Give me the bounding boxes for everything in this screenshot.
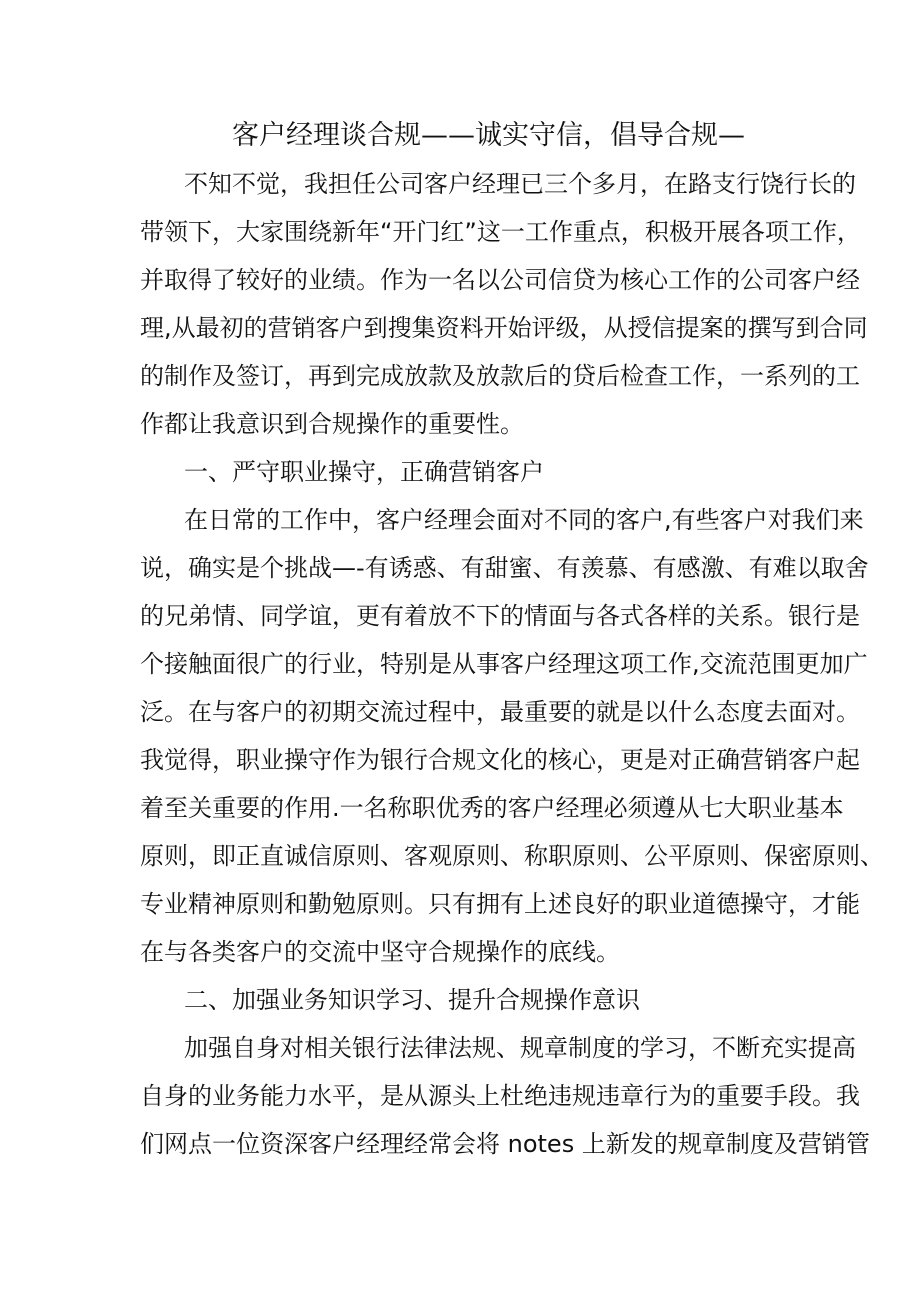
text-line: 带领下，大家围绕新年“开门红”这一工作重点，积极开展各项工作， — [140, 218, 861, 246]
text-line: 说，确实是个挑战—-有诱惑、有甜蜜、有羡慕、有感激、有难以取舍 — [140, 554, 869, 582]
text-line: 二、加强业务知识学习、提升合规操作意识 — [184, 986, 640, 1014]
text-line: 原则，即正直诚信原则、客观原则、称职原则、公平原则、保密原则、 — [140, 842, 884, 870]
text-line: 们网点一位资深客户经理经常会将 notes 上新发的规章制度及营销管 — [140, 1130, 870, 1158]
text-line: 个接触面很广的行业，特别是从事客户经理这项工作,交流范围更加广 — [140, 650, 868, 678]
text-line: 作都让我意识到合规操作的重要性。 — [140, 410, 524, 438]
text-line: 不知不觉，我担任公司客户经理已三个多月，在路支行饶行长的 — [184, 170, 856, 198]
text-line: 泛。在与客户的初期交流过程中，最重要的就是以什么态度去面对。 — [140, 698, 860, 726]
text-line: 我觉得，职业操守作为银行合规文化的核心，更是对正确营销客户起 — [140, 746, 860, 774]
document-body — [140, 160, 884, 1168]
text-line: 的制作及签订，再到完成放款及放款后的贷后检查工作，一系列的工 — [140, 362, 860, 390]
text-line: 自身的业务能力水平，是从源头上杜绝违规违章行为的重要手段。我 — [140, 1082, 860, 1110]
text-line: 的兄弟情、同学谊，更有着放不下的情面与各式各样的关系。银行是 — [140, 602, 860, 630]
text-line: 着至关重要的作用.一名称职优秀的客户经理必须遵从七大职业基本 — [140, 794, 844, 822]
text-line: 并取得了较好的业绩。作为一名以公司信贷为核心工作的公司客户经 — [140, 266, 860, 294]
text-line: 在与各类客户的交流中坚守合规操作的底线。 — [140, 938, 620, 966]
text-line: 一、严守职业操守，正确营销客户 — [184, 458, 544, 486]
text-line: 理,从最初的营销客户到搜集资料开始评级，从授信提案的撰写到合同 — [140, 314, 868, 342]
text-line: 专业精神原则和勤勉原则。只有拥有上述良好的职业道德操守，才能 — [140, 890, 860, 918]
text-line: 在日常的工作中，客户经理会面对不同的客户,有些客户对我们来 — [184, 506, 864, 534]
document-title: 客户经理谈合规——诚实守信，倡导合规— — [232, 120, 745, 151]
text-line: 加强自身对相关银行法律法规、规章制度的学习，不断充实提高 — [184, 1034, 856, 1062]
